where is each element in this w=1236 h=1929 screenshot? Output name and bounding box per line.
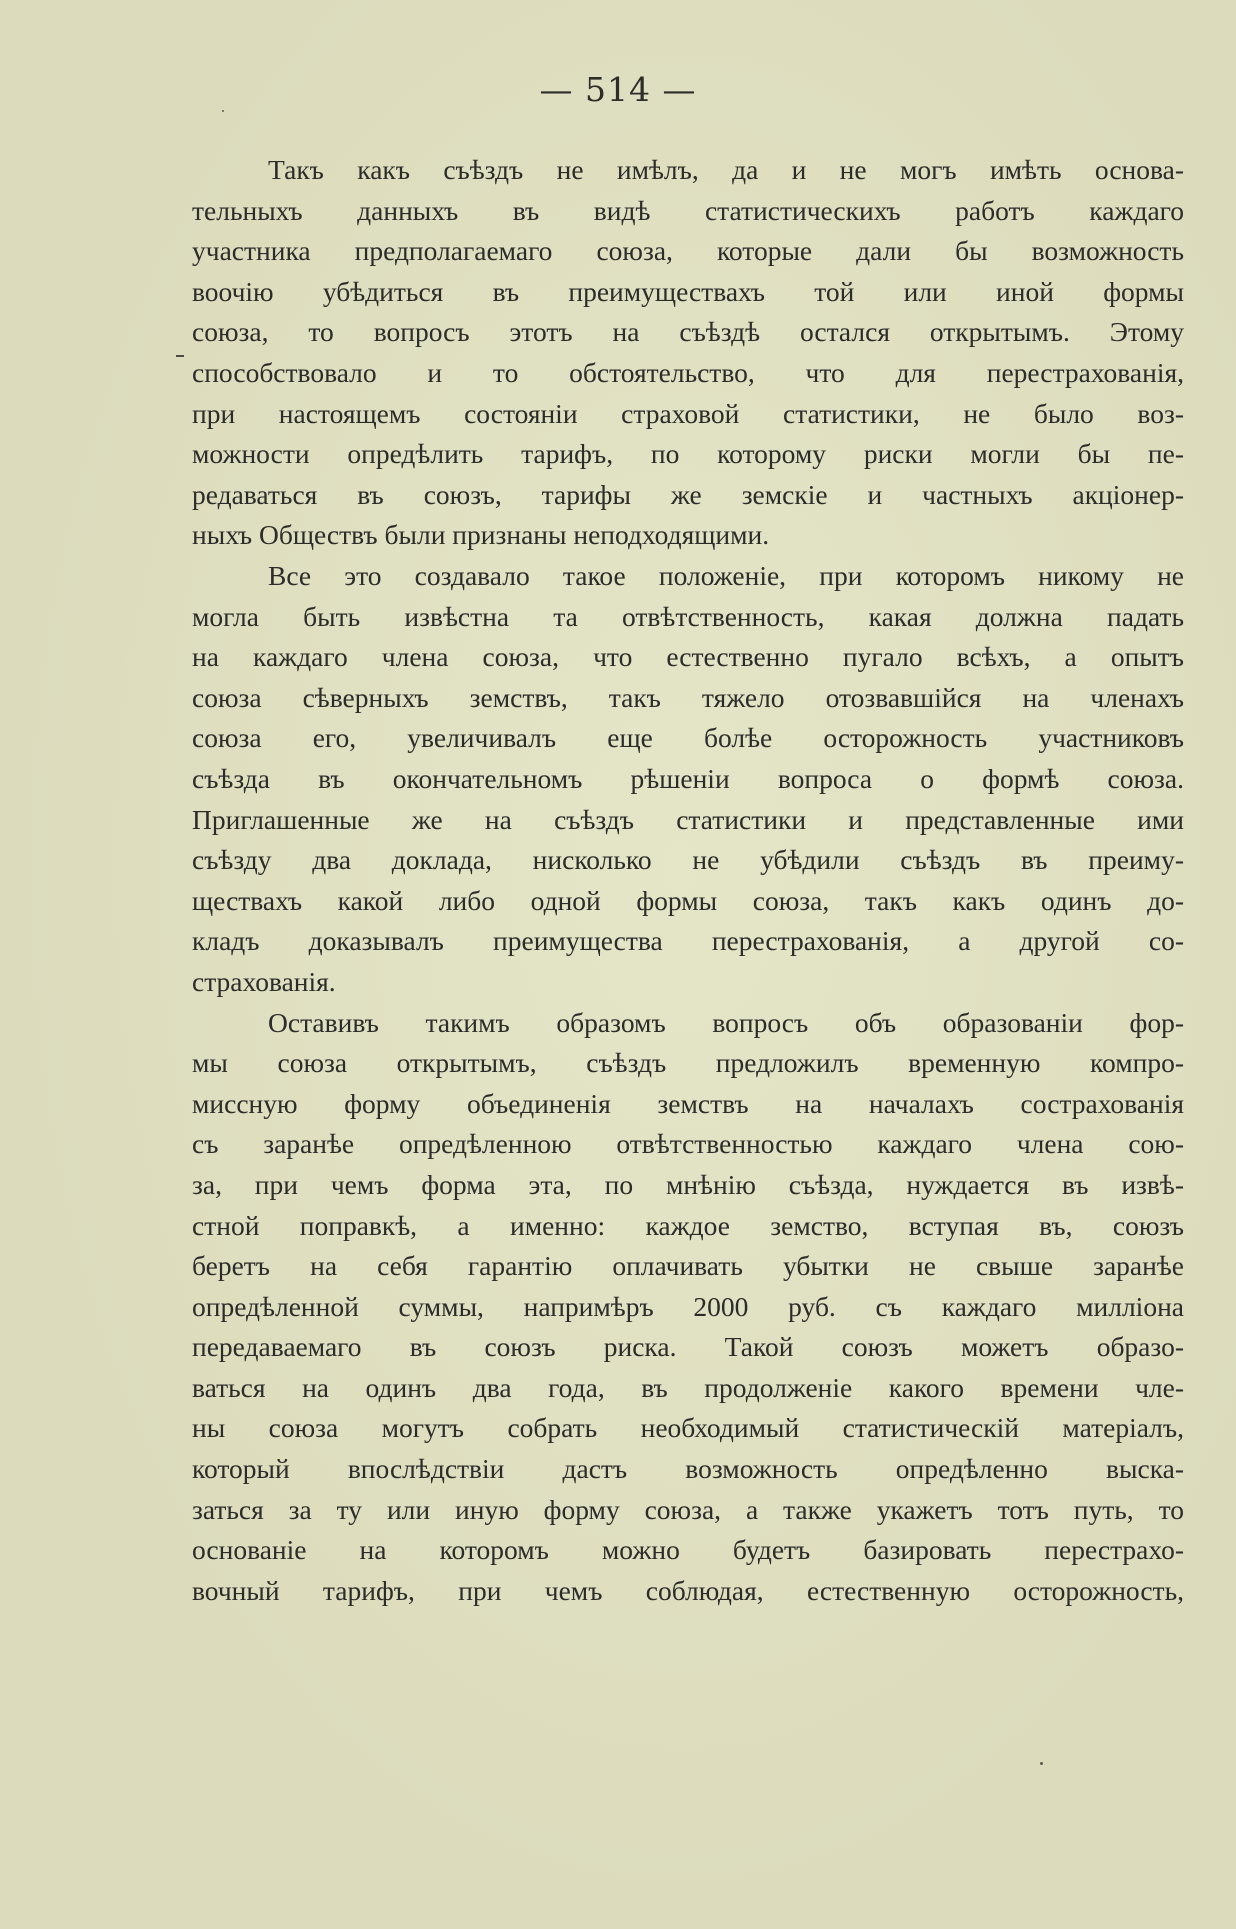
text-line: кладъ доказывалъ преимущества перестрахованiя, а другой со- [192, 925, 1184, 957]
text-line: союза, то вопросъ этотъ на съѣздѣ остался открытымъ. Этому [192, 316, 1184, 348]
text-line: Все это создавало такое положенiе, при которомъ никому не [268, 560, 1184, 591]
margin-mark [176, 355, 184, 357]
text-line: редаваться въ союзъ, тарифы же земскiе и частныхъ акцiонер- [192, 478, 1184, 510]
paragraph-1 [192, 150, 1184, 556]
text-line: участника предполагаемаго союза, которые дали бы возможность [192, 235, 1184, 267]
text-line: Приглашенные же на съѣздъ статистики и представленные ими [192, 803, 1184, 835]
text-line: Такъ какъ съѣздъ не имѣлъ, да и не могъ имѣть основа- [268, 154, 1184, 185]
paragraph-3 [192, 1003, 1184, 1612]
text-line: могла быть извѣстна та отвѣтственность, какая должна падать [192, 600, 1184, 632]
text-line: съѣзду два доклада, нисколько не убѣдили съѣздъ въ преиму- [192, 844, 1184, 876]
text-line: заться за ту или иную форму союза, а также укажетъ тотъ путь, то [192, 1493, 1184, 1525]
text-line: воочiю убѣдиться въ преимуществахъ той или иной формы [192, 275, 1184, 307]
text-line: ныхъ Обществъ были признаны неподходящими. [192, 519, 770, 551]
paragraph-2 [192, 556, 1184, 1003]
text-line: Оставивъ такимъ образомъ вопросъ объ образованiи фор- [268, 1006, 1184, 1038]
page-number: — 514 — [539, 70, 697, 109]
text-line: при настоящемъ состоянiи страховой статистики, не было воз- [192, 397, 1184, 429]
text-line: опредѣленной суммы, напримѣръ 2000 руб. съ каждаго миллiона [192, 1290, 1184, 1322]
text-line: страхованiя. [192, 965, 336, 997]
text-line: который впослѣдствiи дастъ возможность опредѣленно выска- [192, 1453, 1184, 1485]
text-line: за, при чемъ форма эта, по мнѣнiю съѣзда, нуждается въ извѣ- [192, 1168, 1184, 1200]
paper-speck [1040, 1762, 1043, 1765]
text-line: съѣзда въ окончательномъ рѣшенiи вопроса о формѣ союза. [192, 762, 1184, 794]
text-line: мы союза открытымъ, съѣздъ предложилъ временную компро- [192, 1047, 1184, 1079]
text-line: съ заранѣе опредѣленною отвѣтственностью каждаго члена сою- [192, 1128, 1184, 1160]
text-body [192, 150, 1184, 1611]
text-line: способствовало и то обстоятельство, что для перестрахованiя, [192, 356, 1184, 388]
text-line: миссную форму объединенiя земствъ на началахъ сострахованiя [192, 1087, 1184, 1119]
text-line: стной поправкѣ, а именно: каждое земство, вступая въ, союзъ [192, 1209, 1184, 1241]
text-line: ваться на одинъ два года, въ продолженiе какого времени чле- [192, 1371, 1184, 1403]
text-line: беретъ на себя гарантiю оплачивать убытки не свыше заранѣе [192, 1250, 1184, 1282]
text-line: ществахъ какой либо одной формы союза, такъ какъ одинъ до- [192, 884, 1184, 916]
text-line: основанiе на которомъ можно будетъ базировать перестрахо- [192, 1534, 1184, 1566]
paper-speck [222, 110, 224, 112]
text-line: на каждаго члена союза, что естественно пугало всѣхъ, а опытъ [192, 641, 1184, 673]
text-line: союза его, увеличивалъ еще болѣе осторожность участниковъ [192, 722, 1184, 754]
text-line: можности опредѣлить тарифъ, по которому риски могли бы пе- [192, 438, 1184, 470]
text-line: передаваемаго въ союзъ риска. Такой союзъ можетъ образо- [192, 1331, 1184, 1363]
text-line: союза сѣверныхъ земствъ, такъ тяжело отозвавшiйся на членахъ [192, 681, 1184, 713]
text-line: ны союза могутъ собрать необходимый статистическiй матерiалъ, [192, 1412, 1184, 1444]
text-line: тельныхъ данныхъ въ видѣ статистическихъ работъ каждаго [192, 194, 1184, 226]
text-line: вочный тарифъ, при чемъ соблюдая, естественную осторожность, [192, 1574, 1184, 1606]
